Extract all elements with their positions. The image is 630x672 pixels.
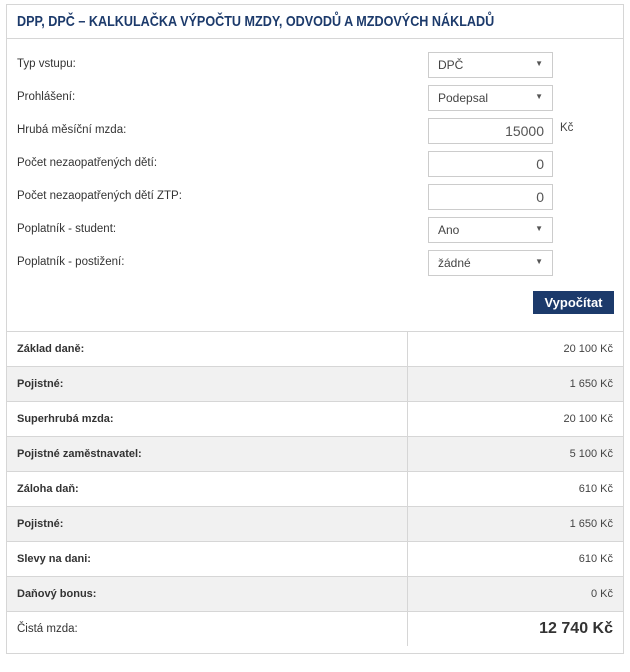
- result-value: 1 650 Kč: [408, 367, 624, 402]
- chevron-down-icon: ▼: [535, 257, 543, 266]
- calculate-button[interactable]: Vypočítat: [533, 291, 614, 314]
- table-row: [7, 612, 623, 647]
- table-row: [7, 367, 623, 402]
- row-student: [7, 217, 623, 243]
- table-row: [7, 437, 623, 472]
- result-value: 610 Kč: [408, 542, 624, 577]
- typ-value: DPČ: [438, 58, 464, 72]
- result-label: Záloha daň:: [7, 472, 408, 507]
- result-label: Superhrubá mzda:: [7, 402, 408, 437]
- result-value: 5 100 Kč: [408, 437, 624, 472]
- typ-label: Typ vstupu:: [17, 58, 76, 70]
- result-value: 12 740 Kč: [539, 620, 613, 637]
- table-row: [7, 577, 623, 612]
- result-label: Pojistné:: [7, 367, 408, 402]
- result-label: Daňový bonus:: [7, 577, 408, 612]
- prohlaseni-select[interactable]: [428, 85, 553, 111]
- result-label: Čistá mzda:: [7, 612, 408, 647]
- mzda-label: Hrubá měsíční mzda:: [17, 124, 127, 136]
- typ-select[interactable]: [428, 52, 553, 78]
- table-row: [7, 472, 623, 507]
- student-value: Ano: [438, 223, 460, 237]
- results-table: [7, 332, 623, 646]
- row-postizeni: [7, 250, 623, 276]
- deti-ztp-label: Počet nezaopatřených dětí ZTP:: [17, 190, 182, 202]
- table-row: [7, 332, 623, 367]
- row-mzda: [7, 118, 623, 144]
- calculator-panel: [6, 4, 624, 654]
- row-deti: [7, 151, 623, 177]
- chevron-down-icon: ▼: [535, 224, 543, 233]
- row-prohlaseni: [7, 85, 623, 111]
- deti-ztp-input[interactable]: [428, 184, 553, 210]
- result-value: 610 Kč: [408, 472, 624, 507]
- result-label: Pojistné zaměstnavatel:: [7, 437, 408, 472]
- table-row: [7, 402, 623, 437]
- result-label: Slevy na dani:: [7, 542, 408, 577]
- title-bar: [7, 5, 623, 39]
- mzda-value: 15000: [505, 123, 544, 139]
- postizeni-value: žádné: [438, 256, 471, 270]
- deti-input[interactable]: [428, 151, 553, 177]
- result-value: 0 Kč: [408, 577, 624, 612]
- student-label: Poplatník - student:: [17, 223, 117, 235]
- row-deti-ztp: [7, 184, 623, 210]
- deti-label: Počet nezaopatřených dětí:: [17, 157, 158, 169]
- result-value: 20 100 Kč: [408, 402, 624, 437]
- chevron-down-icon: ▼: [535, 59, 543, 68]
- result-label: Pojistné:: [7, 507, 408, 542]
- postizeni-label: Poplatník - postižení:: [17, 256, 125, 268]
- prohlaseni-value: Podepsal: [438, 91, 489, 105]
- prohlaseni-label: Prohlášení:: [17, 91, 76, 103]
- table-row: [7, 507, 623, 542]
- mzda-unit: Kč: [560, 122, 574, 134]
- chevron-down-icon: ▼: [535, 92, 543, 101]
- table-row: [7, 542, 623, 577]
- page-title: DPP, DPČ – KALKULAČKA VÝPOČTU MZDY, ODVODŮ A MZDOVÝCH NÁKLADŮ: [17, 13, 495, 30]
- input-form: [7, 39, 623, 332]
- row-typ: [7, 52, 623, 78]
- deti-ztp-value: 0: [536, 189, 544, 205]
- result-value: 20 100 Kč: [408, 332, 624, 367]
- result-label: Základ daně:: [7, 332, 408, 367]
- student-select[interactable]: [428, 217, 553, 243]
- result-value: 1 650 Kč: [408, 507, 624, 542]
- mzda-input[interactable]: [428, 118, 553, 144]
- deti-value: 0: [536, 156, 544, 172]
- postizeni-select[interactable]: [428, 250, 553, 276]
